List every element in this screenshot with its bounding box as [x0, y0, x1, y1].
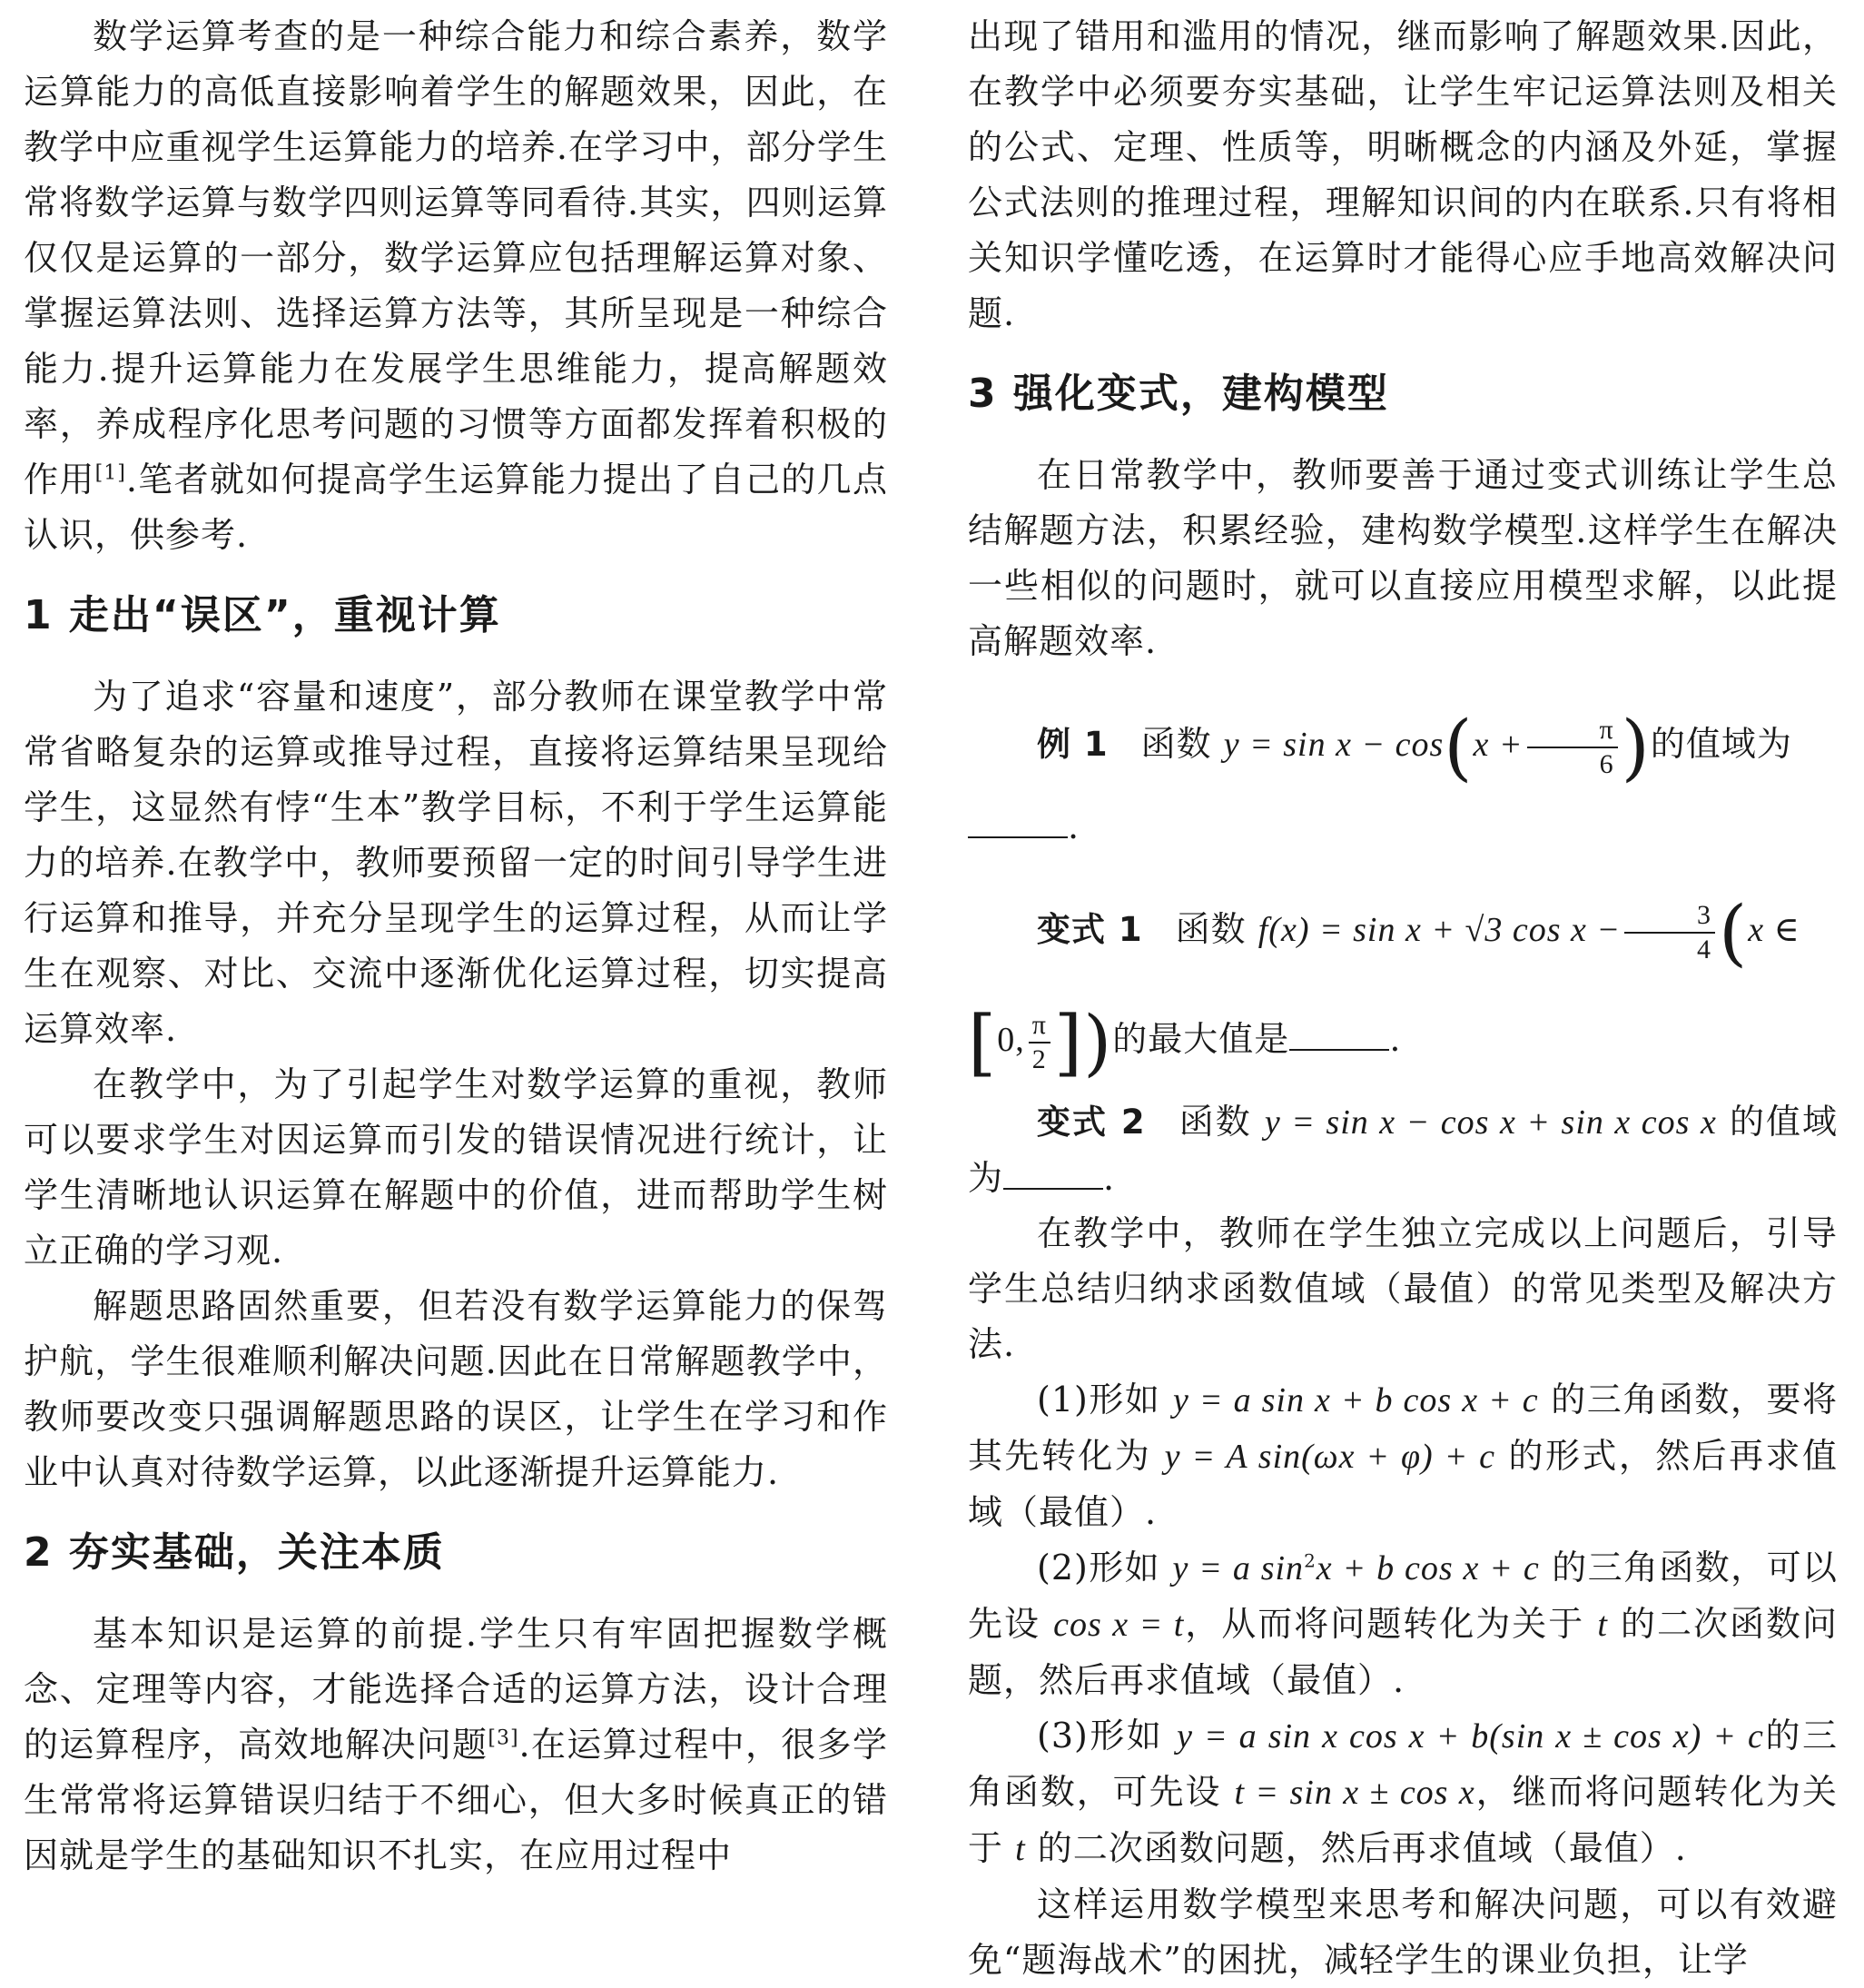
- fraction-numerator: π: [1029, 1009, 1050, 1043]
- right-bracket: ]): [1053, 1000, 1113, 1084]
- section-2-heading: 2 夯实基础，关注本质: [24, 1529, 445, 1576]
- section-2-paragraph-1: [24, 1607, 888, 1884]
- left-paren: (: [1719, 890, 1749, 974]
- case-1-target-form: y = A sin(ωx + φ) + c: [1164, 1438, 1496, 1476]
- case-2-substitution: cos x = t: [1053, 1606, 1185, 1644]
- example-1-expression: y = sin x − cos: [1223, 726, 1445, 764]
- variant-1-expression: f(x) = sin x + √3 cos x −: [1257, 911, 1621, 949]
- case-1-formula: y = a sin x + b cos x + c: [1173, 1381, 1539, 1419]
- variant-2: [968, 1094, 1838, 1206]
- intro-text: 数学运算考查的是一种综合能力和综合素养，数学运算能力的高低直接影响着学生的解题效果，因此，在教学中应重视学生运算能力的培养.在学习中，部分学生常将数学运算与数学四则运算等同看待.其实，四则运算仅仅是运算的一部分，数学运算应包括理解运算对象、掌握运算法则、选择运算方法等，其所呈现是一种综合能力.提升运算能力在发展学生思维能力，提高解题效率，养成程序化思考问题的习惯等方面都发挥着积极的作用: [24, 16, 888, 499]
- citation-3: [3]: [488, 1726, 519, 1750]
- section-3-paragraph-3: 这样运用数学模型来思考和解决问题，可以有效避免“题海战术”的困扰，减轻学生的课业负担，让学: [968, 1884, 1838, 1980]
- case-3-text-2: ，继而将问题转化为关于: [968, 1772, 1838, 1868]
- case-2-exponent: 2: [1304, 1549, 1317, 1572]
- left-column: [24, 9, 888, 1884]
- example-1-suffix: 的值域为: [1650, 724, 1792, 764]
- right-column: [968, 9, 1838, 1988]
- case-2-lead: (2)形如: [1037, 1548, 1161, 1587]
- case-1-tail: 的形式，然后再求值域（最值）.: [968, 1436, 1838, 1532]
- case-2: [968, 1540, 1838, 1708]
- three-quarters-fraction: [1624, 899, 1715, 966]
- variant-1-suffix: 的最大值是: [1112, 1019, 1290, 1059]
- section-1-heading: 1 走出“误区”，重视计算: [24, 592, 501, 638]
- fraction-denominator: 2: [1031, 1043, 1047, 1074]
- case-3: [968, 1708, 1838, 1877]
- section-1-paragraph-1: 为了追求“容量和速度”，部分教师在课堂教学中常常省略复杂的运算或推导过程，直接将运算结果呈现给学生，这显然有悖“生本”教学目标，不利于学生运算能力的培养.在教学中，教师要预留一定的时间引导学生进行运算和推导，并充分呈现学生的运算过程，从而让学生在观察、对比、交流中逐渐优化运算过程，切实提高运算效率.: [24, 677, 888, 1049]
- example-1-answer-line: [968, 799, 1838, 855]
- variant-1: [968, 875, 1838, 984]
- variant-1-text: 函数: [1175, 909, 1247, 949]
- variant-2-text: 函数: [1178, 1102, 1252, 1142]
- section-3-heading: 3 强化变式，建构模型: [968, 371, 1389, 417]
- variant-2-suffix: 的值域为: [968, 1102, 1838, 1198]
- case-3-formula: y = a sin x cos x + b(sin x ± cos x) + c: [1177, 1717, 1764, 1756]
- variant-1-end: .: [1389, 1019, 1402, 1059]
- answer-blank: [1289, 1022, 1389, 1051]
- intro-paragraph: [24, 9, 888, 563]
- example-1-end: .: [1068, 806, 1080, 846]
- section-3-paragraph-1: 在日常教学中，教师要善于通过变式训练让学生总结解题方法，积累经验，建构数学模型.这样学生在解决一些相似的问题时，就可以直接应用模型求解，以此提高解题效率.: [968, 455, 1838, 661]
- case-2-formula-a: y = a sin: [1172, 1549, 1305, 1587]
- variant-2-end: .: [1103, 1158, 1116, 1198]
- section-2-text: 基本知识是运算的前提.学生只有牢固把握数学概念、定理等内容，才能选择合适的运算方法，设计合理的运算程序，高效地解决问题: [24, 1614, 888, 1765]
- variant-2-expression: y = sin x − cos x + sin x cos x: [1264, 1103, 1717, 1142]
- fraction-numerator: 3: [1624, 899, 1715, 934]
- right-paren: ): [1621, 705, 1651, 789]
- fraction-denominator: 4: [1697, 934, 1711, 964]
- variant-1-domain: x ∈: [1748, 911, 1800, 949]
- case-3-variable: t: [1015, 1830, 1026, 1868]
- section-1-paragraph-3: 解题思路固然重要，但若没有数学运算能力的保驾护航，学生很难顺利解决问题.因此在日常解题教学中，教师要改变只强调解题思路的误区，让学生在学习和作业中认真对待数学运算，以此逐渐提升运算能力.: [24, 1286, 888, 1492]
- pi-over-2-fraction: [1029, 1009, 1050, 1076]
- citation-1: [1]: [94, 461, 126, 485]
- example-1-argument: x +: [1473, 726, 1524, 764]
- case-3-lead: (3)形如: [1037, 1716, 1164, 1756]
- case-2-formula-b: x + b cos x + c: [1316, 1549, 1540, 1587]
- case-1: [968, 1372, 1838, 1540]
- case-2-text-2: ，从而将问题转化为关于: [1184, 1604, 1585, 1644]
- interval-start: 0,: [997, 1021, 1025, 1059]
- section-1-paragraph-2: 在教学中，为了引起学生对数学运算的重视，教师可以要求学生对因运算而引发的错误情况进行统计，让学生清晰地认识运算在解题中的价值，进而帮助学生树立正确的学习观.: [24, 1064, 888, 1271]
- fraction-denominator: 6: [1599, 748, 1614, 779]
- intro-text-tail: .笔者就如何提高学生运算能力提出了自己的几点认识，供参考.: [24, 460, 888, 555]
- section-2-text-tail: .在运算过程中，很多学生常常将运算错误归结于不细心，但大多时候真正的错因就是学生的基础知识不扎实，在应用过程中: [24, 1725, 888, 1875]
- pi-over-6-fraction: [1527, 714, 1618, 781]
- variant-1-label: 变式 1: [1037, 910, 1143, 949]
- example-1-text: 函数: [1140, 724, 1212, 764]
- case-1-text: 的三角函数，要将其先转化为: [968, 1380, 1838, 1476]
- variant-2-label: 变式 2: [1037, 1103, 1146, 1142]
- case-2-variable: t: [1597, 1606, 1608, 1644]
- left-paren: (: [1444, 705, 1474, 789]
- answer-blank: [968, 809, 1068, 838]
- answer-blank: [1003, 1161, 1103, 1190]
- case-3-tail: 的二次函数问题，然后再求值域（最值）.: [1037, 1828, 1687, 1868]
- fraction-numerator: π: [1527, 714, 1618, 748]
- example-1: [968, 689, 1838, 799]
- example-1-label: 例 1: [1037, 725, 1109, 764]
- case-2-tail: 的二次函数问题，然后再求值域（最值）.: [968, 1604, 1838, 1700]
- case-1-lead: (1)形如: [1037, 1380, 1161, 1419]
- case-3-substitution: t = sin x ± cos x: [1234, 1774, 1475, 1812]
- section-3-paragraph-2: 在教学中，教师在学生独立完成以上问题后，引导学生总结归纳求函数值域（最值）的常见类型及解决方法.: [968, 1213, 1838, 1364]
- section-2-continuation: 出现了错用和滥用的情况，继而影响了解题效果.因此，在教学中必须要夯实基础，让学生牢记运算法则及相关的公式、定理、性质等，明晰概念的内涵及外延，掌握公式法则的推理过程，理解知识间的内在联系.只有将相关知识学懂吃透，在运算时才能得心应手地高效解决问题.: [968, 16, 1838, 333]
- left-bracket: [: [968, 1000, 998, 1084]
- variant-1-line-2: [968, 984, 1838, 1094]
- case-3-text: 的三角函数，可先设: [968, 1716, 1838, 1812]
- case-2-text: 的三角函数，可以先设: [968, 1548, 1838, 1644]
